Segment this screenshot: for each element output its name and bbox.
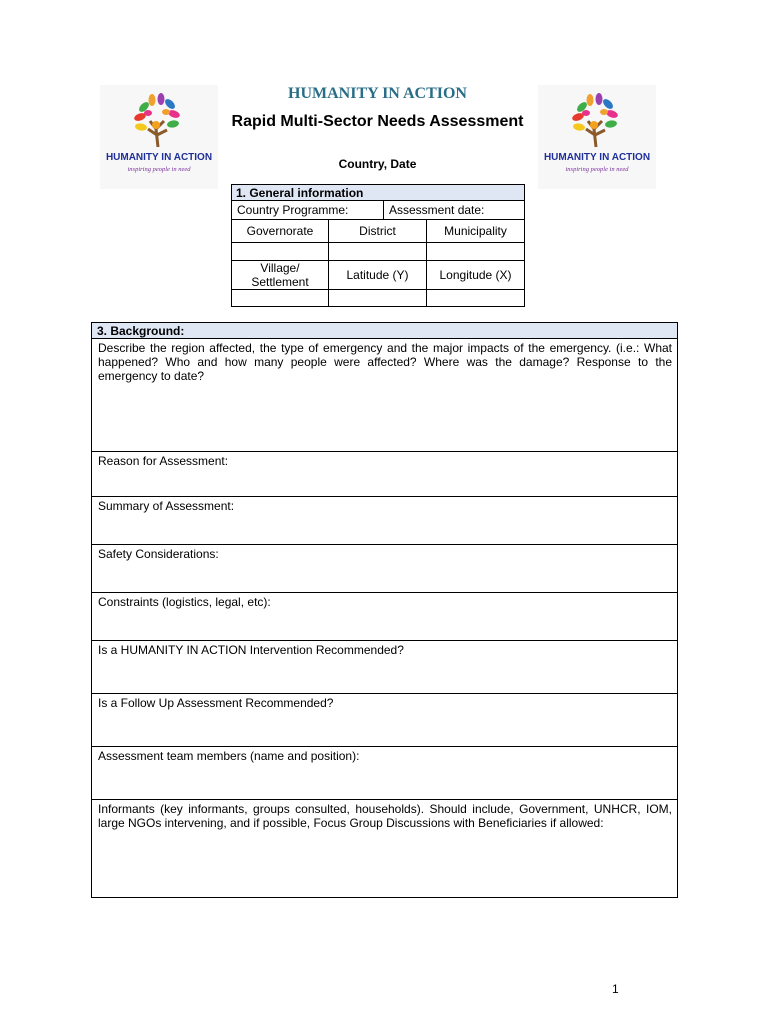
intervention-recommended-field[interactable]: Is a HUMANITY IN ACTION Intervention Recommended? bbox=[92, 641, 678, 694]
governorate-input[interactable] bbox=[232, 243, 329, 261]
longitude-label: Longitude (X) bbox=[427, 261, 525, 290]
tree-figure-icon bbox=[538, 85, 656, 155]
background-heading: 3. Background: bbox=[92, 323, 678, 339]
document-subtitle: Country, Date bbox=[338, 157, 417, 171]
constraints-field[interactable]: Constraints (logistics, legal, etc): bbox=[92, 593, 678, 641]
logo-left bbox=[100, 85, 218, 189]
assessment-date-field[interactable]: Assessment date: bbox=[384, 201, 525, 220]
district-input[interactable] bbox=[329, 243, 427, 261]
general-information-table bbox=[231, 184, 525, 307]
summary-of-assessment-field[interactable]: Summary of Assessment: bbox=[92, 497, 678, 545]
tree-figure-icon bbox=[100, 85, 218, 155]
governorate-label: Governorate bbox=[232, 220, 329, 243]
logo-tagline: inspiring people in need bbox=[127, 166, 191, 173]
country-programme-field[interactable]: Country Programme: bbox=[232, 201, 384, 220]
logo-tagline: inspiring people in need bbox=[565, 166, 629, 173]
municipality-input[interactable] bbox=[427, 243, 525, 261]
follow-up-assessment-field[interactable]: Is a Follow Up Assessment Recommended? bbox=[92, 694, 678, 747]
logo-right bbox=[538, 85, 656, 189]
village-settlement-label: Village/ Settlement bbox=[232, 261, 329, 290]
page-number: 1 bbox=[612, 982, 619, 996]
municipality-label: Municipality bbox=[427, 220, 525, 243]
assessment-team-members-field[interactable]: Assessment team members (name and position): bbox=[92, 747, 678, 800]
document-title: Rapid Multi-Sector Needs Assessment bbox=[231, 113, 524, 130]
logo-title: HUMANITY IN ACTION bbox=[543, 152, 651, 163]
logo-title: HUMANITY IN ACTION bbox=[105, 152, 213, 163]
reason-for-assessment-field[interactable]: Reason for Assessment: bbox=[92, 452, 678, 497]
village-settlement-input[interactable] bbox=[232, 290, 329, 307]
safety-considerations-field[interactable]: Safety Considerations: bbox=[92, 545, 678, 593]
region-description-field[interactable]: Describe the region affected, the type of emergency and the major impacts of the emergency. (i.e.: What happened? Who and how many people were affected? Where was the damage? Response to the emergency to date? bbox=[92, 339, 678, 452]
org-title: HUMANITY IN ACTION bbox=[288, 85, 467, 102]
latitude-label: Latitude (Y) bbox=[329, 261, 427, 290]
longitude-input[interactable] bbox=[427, 290, 525, 307]
district-label: District bbox=[329, 220, 427, 243]
latitude-input[interactable] bbox=[329, 290, 427, 307]
background-table bbox=[91, 322, 678, 898]
informants-field[interactable]: Informants (key informants, groups consulted, households). Should include, Government, UNHCR, IOM, large NGOs intervening, and if possible, Focus Group Discussions with Beneficiaries if allowed: bbox=[92, 800, 678, 898]
general-information-heading: 1. General information bbox=[232, 185, 525, 201]
